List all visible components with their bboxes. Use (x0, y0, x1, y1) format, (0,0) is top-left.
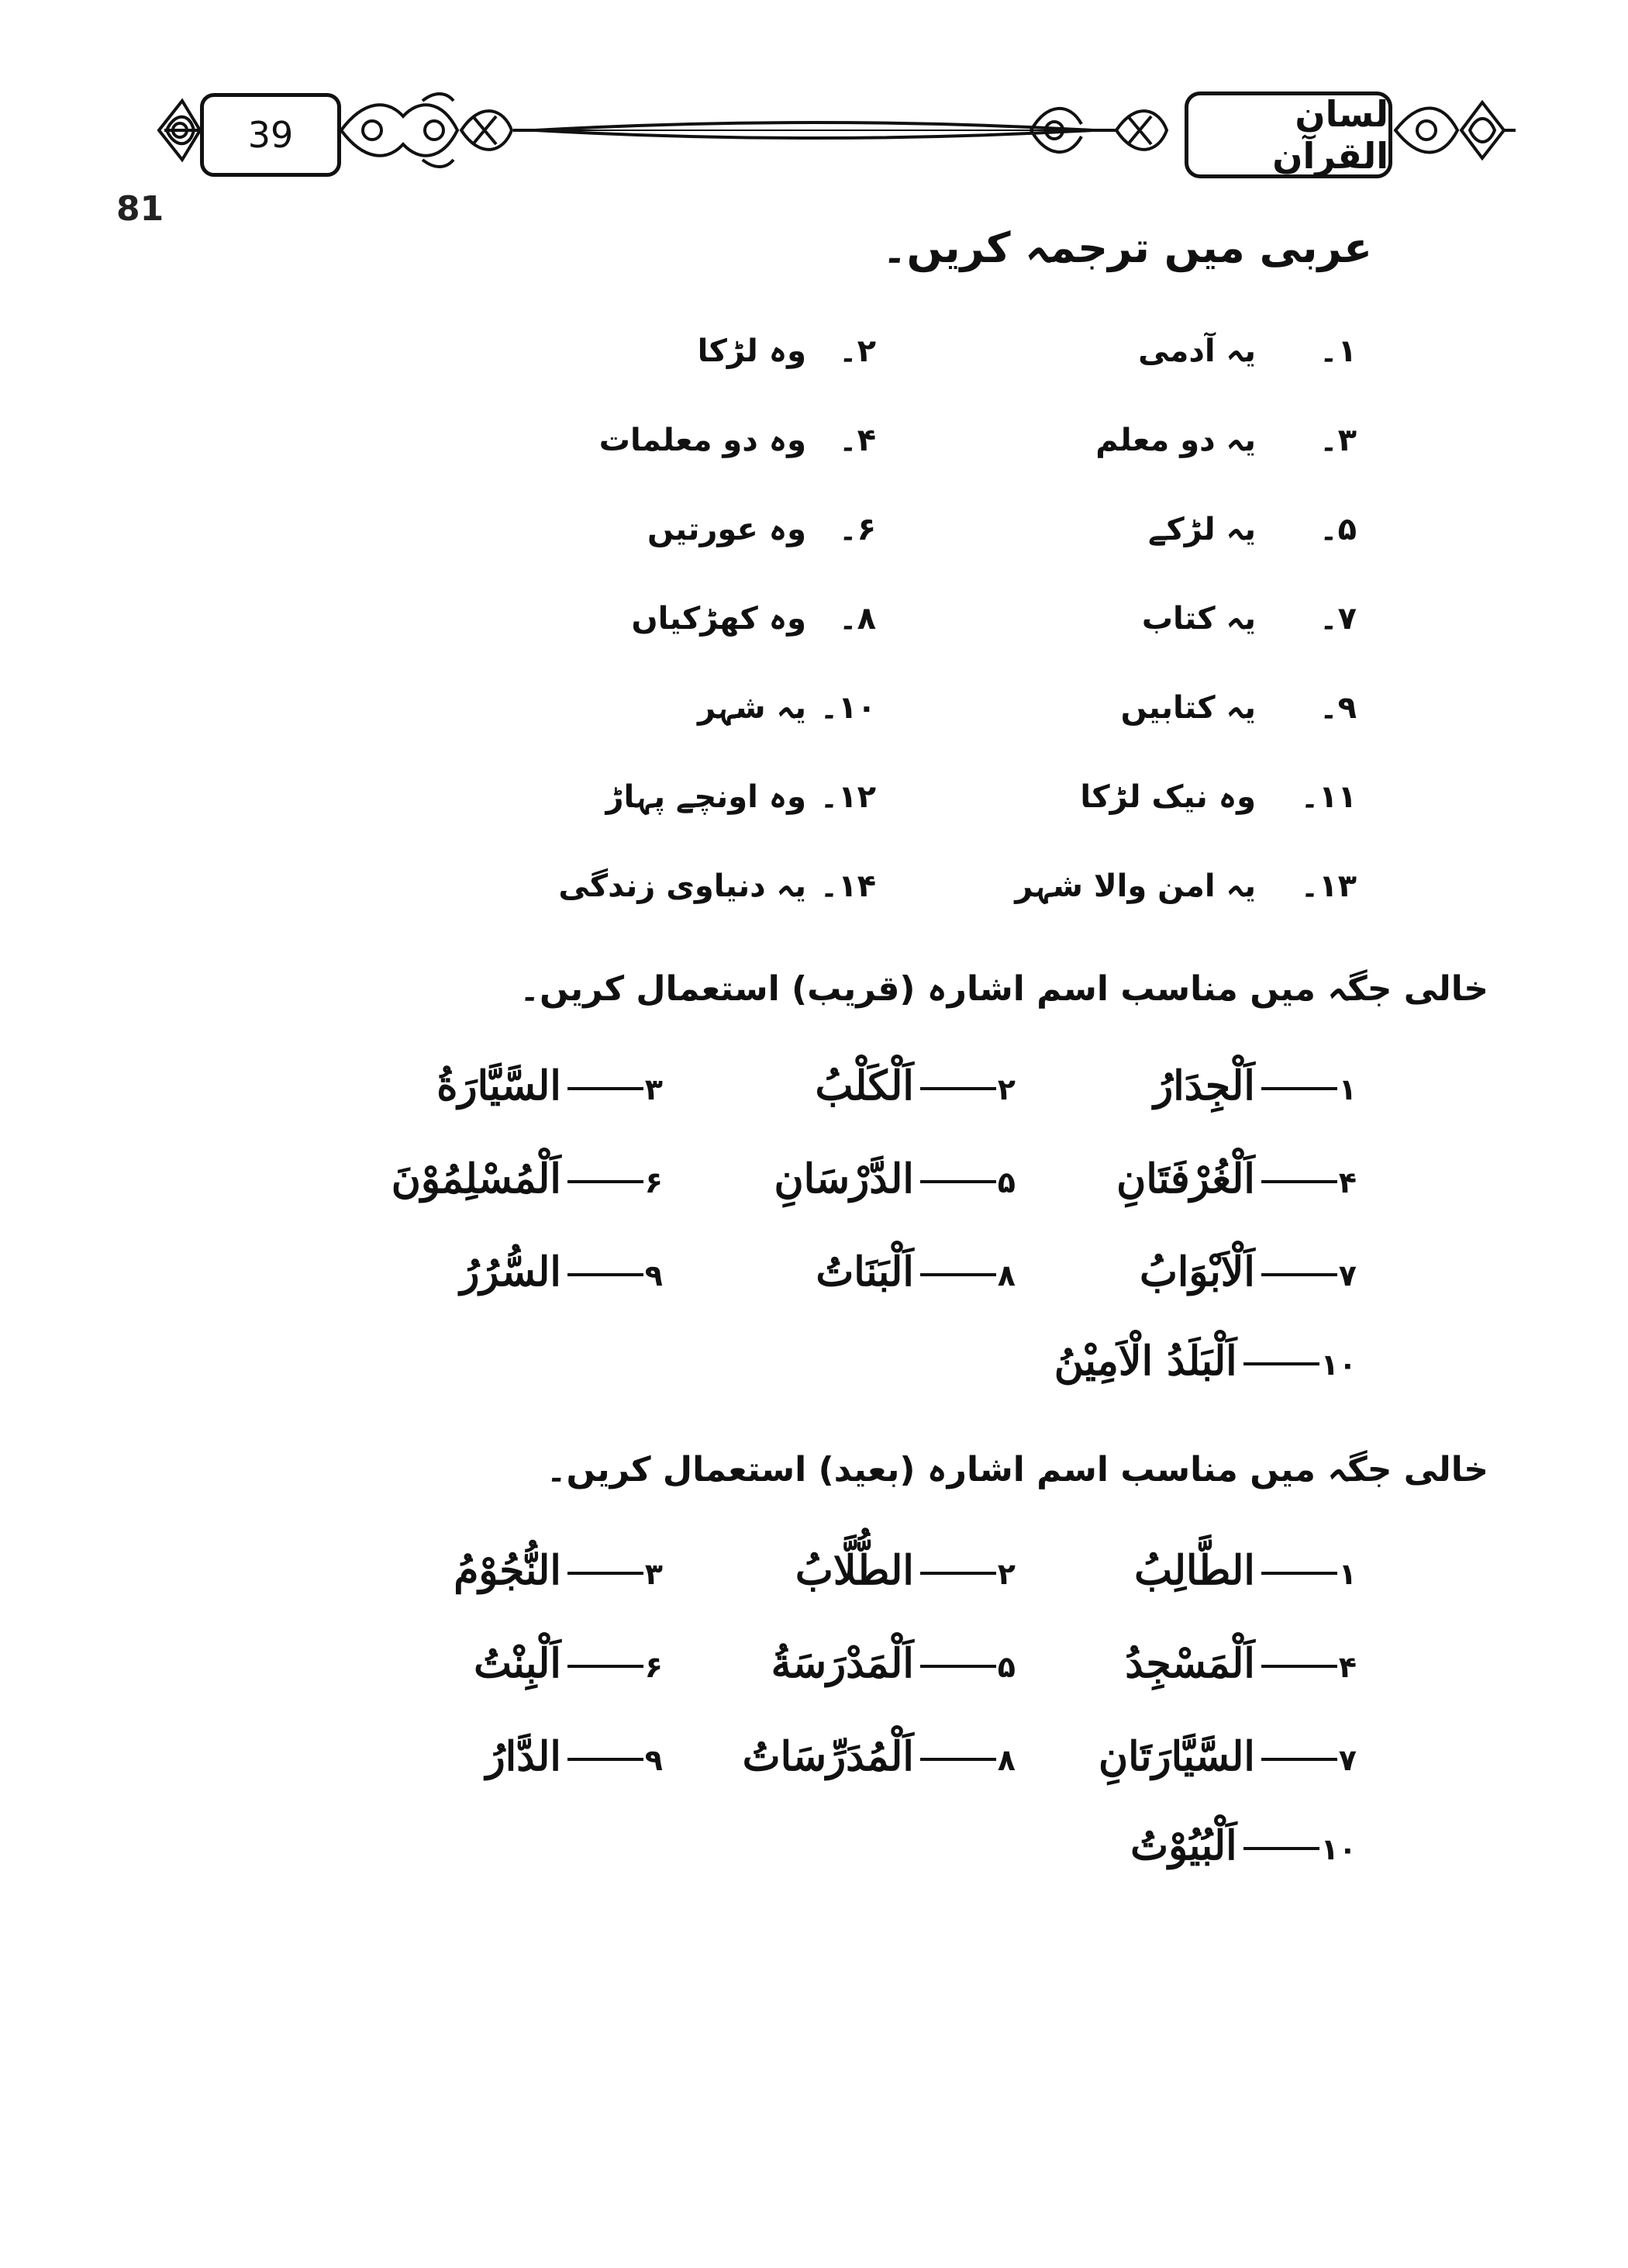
arabic-word: اَلْاَبْوَابُ (1139, 1248, 1255, 1296)
list-item-number: ۶۔ (839, 512, 876, 547)
blank-line[interactable] (920, 1273, 996, 1276)
list-item-number: ۱۳۔ (1300, 868, 1357, 904)
arabic-word: اَلْكَلْبُ (815, 1062, 914, 1110)
fill-blank-item (460, 1248, 663, 1296)
fill-blank-item (1116, 1155, 1357, 1203)
fill-blank-item (474, 1640, 663, 1687)
item-number: ۱ (1338, 1557, 1357, 1591)
item-number: ۱۰ (1320, 1348, 1357, 1382)
arabic-word: اَلْبَنَاتُ (816, 1248, 914, 1296)
arabic-word: اَلْمُدَرِّسَاتُ (742, 1733, 914, 1780)
blank-line[interactable] (1261, 1665, 1337, 1668)
arabic-word: اَلْبُيُوْتُ (1130, 1822, 1237, 1869)
item-number: ۲ (997, 1557, 1016, 1591)
item-number: ۹ (644, 1743, 663, 1777)
item-number: ۹ (644, 1258, 663, 1293)
blank-line[interactable] (567, 1758, 643, 1761)
list-item-number: ۹۔ (1319, 690, 1357, 726)
blank-line[interactable] (1261, 1273, 1337, 1276)
fill-blank-item (1099, 1733, 1357, 1780)
folio-number: 81 (116, 189, 164, 229)
arabic-word: الطَّالِبُ (1134, 1547, 1255, 1594)
list-item-number: ۲۔ (839, 333, 876, 369)
arabic-word: الدَّارُ (485, 1733, 561, 1780)
list-item-text: وہ لڑکا (697, 333, 806, 369)
page-header (0, 0, 1628, 202)
list-item-number: ۷۔ (1319, 601, 1357, 637)
blank-line[interactable] (567, 1665, 643, 1668)
fill-blank-item (1134, 1547, 1357, 1594)
list-item-number: ۵۔ (1319, 512, 1357, 547)
blank-line[interactable] (920, 1180, 996, 1183)
list-item-text: یہ آدمی (1138, 333, 1256, 369)
blank-line[interactable] (1261, 1572, 1337, 1575)
arabic-word: السَّيَّارَتَانِ (1098, 1733, 1255, 1780)
fill-blank-item (795, 1547, 1016, 1594)
blank-line[interactable] (920, 1758, 996, 1761)
list-item-number: ۱۰۔ (819, 690, 876, 726)
arabic-word: الدَّرْسَانِ (774, 1155, 914, 1203)
blank-line[interactable] (567, 1180, 643, 1183)
blank-line[interactable] (567, 1087, 643, 1090)
fill-blank-item (743, 1733, 1016, 1780)
arabic-word: اَلْمَسْجِدُ (1125, 1640, 1255, 1687)
item-number: ۷ (1338, 1743, 1357, 1777)
blank-line[interactable] (1261, 1087, 1337, 1090)
fill-blank-item (436, 1062, 663, 1110)
item-number: ۵ (997, 1165, 1016, 1200)
arabic-word: السَّيَّارَةُ (436, 1062, 561, 1110)
arabic-word: اَلْمَدْرَسَةُ (771, 1640, 914, 1687)
book-title: لسان القرآن (1185, 91, 1392, 178)
list-item-number: ۸۔ (839, 601, 876, 637)
list-item-text: یہ کتابیں (1120, 690, 1256, 726)
item-number: ۱۰ (1320, 1832, 1357, 1866)
list-item-number: ۱۔ (1319, 333, 1357, 369)
arabic-word: اَلْبَلَدُ الْاَمِيْنُ (1054, 1338, 1237, 1385)
list-item-text: وہ نیک لڑکا (1080, 779, 1256, 815)
arabic-word: اَلْبِنْتُ (474, 1640, 561, 1687)
arabic-word: السُّرُرُ (460, 1248, 561, 1296)
item-number: ۲ (997, 1072, 1016, 1106)
blank-line[interactable] (1261, 1758, 1337, 1761)
blank-line[interactable] (1261, 1180, 1337, 1183)
list-item-text: یہ دنیاوی زندگی (558, 868, 806, 904)
list-item-text: یہ لڑکے (1148, 512, 1256, 547)
list-item-text: یہ کتاب (1141, 601, 1256, 637)
fill-blank-item (1125, 1640, 1357, 1687)
item-number: ۱ (1338, 1072, 1357, 1106)
fill-blank-item (816, 1062, 1016, 1110)
item-number: ۶ (644, 1650, 663, 1684)
exercise-2-heading: خالی جگہ میں مناسب اسم اشارہ (قریب) استعمال کریں۔ (519, 969, 1488, 1009)
list-item-text: یہ شہر (697, 690, 806, 726)
item-number: ۳ (644, 1557, 663, 1591)
blank-line[interactable] (567, 1572, 643, 1575)
fill-blank-item (486, 1733, 663, 1780)
fill-blank-item (1130, 1822, 1357, 1869)
arabic-word: النُّجُوْمُ (454, 1547, 561, 1594)
item-number: ۳ (644, 1072, 663, 1106)
item-number: ۸ (997, 1743, 1016, 1777)
blank-line[interactable] (920, 1665, 996, 1668)
arabic-word: اَلْغُرْفَتَانِ (1116, 1155, 1255, 1203)
arabic-word: اَلْجِدَارُ (1154, 1062, 1255, 1110)
exercise-3-heading: خالی جگہ میں مناسب اسم اشارہ (بعید) استعمال کریں۔ (546, 1450, 1488, 1490)
fill-blank-item (454, 1547, 663, 1594)
blank-line[interactable] (1243, 1362, 1319, 1365)
fill-blank-item (1054, 1338, 1357, 1385)
arabic-word: الطُّلَّابُ (795, 1547, 914, 1594)
list-item-text: یہ امن والا شہر (1015, 868, 1256, 904)
list-item-number: ۴۔ (839, 423, 876, 458)
fill-blank-item (774, 1155, 1016, 1203)
exercise-1-heading: عربی میں ترجمہ کریں۔ (882, 223, 1372, 272)
item-number: ۴ (1338, 1650, 1357, 1684)
list-item-number: ۳۔ (1319, 423, 1357, 458)
list-item-text: وہ کھڑکیاں (631, 601, 806, 637)
fill-blank-item (1140, 1248, 1357, 1296)
item-number: ۶ (644, 1165, 663, 1200)
item-number: ۷ (1338, 1258, 1357, 1293)
list-item-number: ۱۱۔ (1300, 779, 1357, 815)
item-number: ۸ (997, 1258, 1016, 1293)
list-item-text: وہ عورتیں (647, 512, 806, 547)
item-number: ۴ (1338, 1165, 1357, 1200)
page-number: 39 (200, 93, 341, 177)
blank-line[interactable] (567, 1273, 643, 1276)
fill-blank-item (391, 1155, 663, 1203)
item-number: ۵ (997, 1650, 1016, 1684)
fill-blank-item (816, 1248, 1016, 1296)
blank-line[interactable] (920, 1572, 996, 1575)
blank-line[interactable] (920, 1087, 996, 1090)
blank-line[interactable] (1243, 1847, 1319, 1850)
fill-blank-item (771, 1640, 1016, 1687)
list-item-text: وہ دو معلمات (598, 423, 806, 458)
list-item-text: وہ اونچے پہاڑ (605, 779, 806, 815)
arabic-word: اَلْمُسْلِمُوْنَ (391, 1155, 561, 1203)
list-item-number: ۱۲۔ (819, 779, 876, 815)
list-item-number: ۱۴۔ (819, 868, 876, 904)
list-item-text: یہ دو معلم (1095, 423, 1256, 458)
fill-blank-item (1154, 1062, 1357, 1110)
